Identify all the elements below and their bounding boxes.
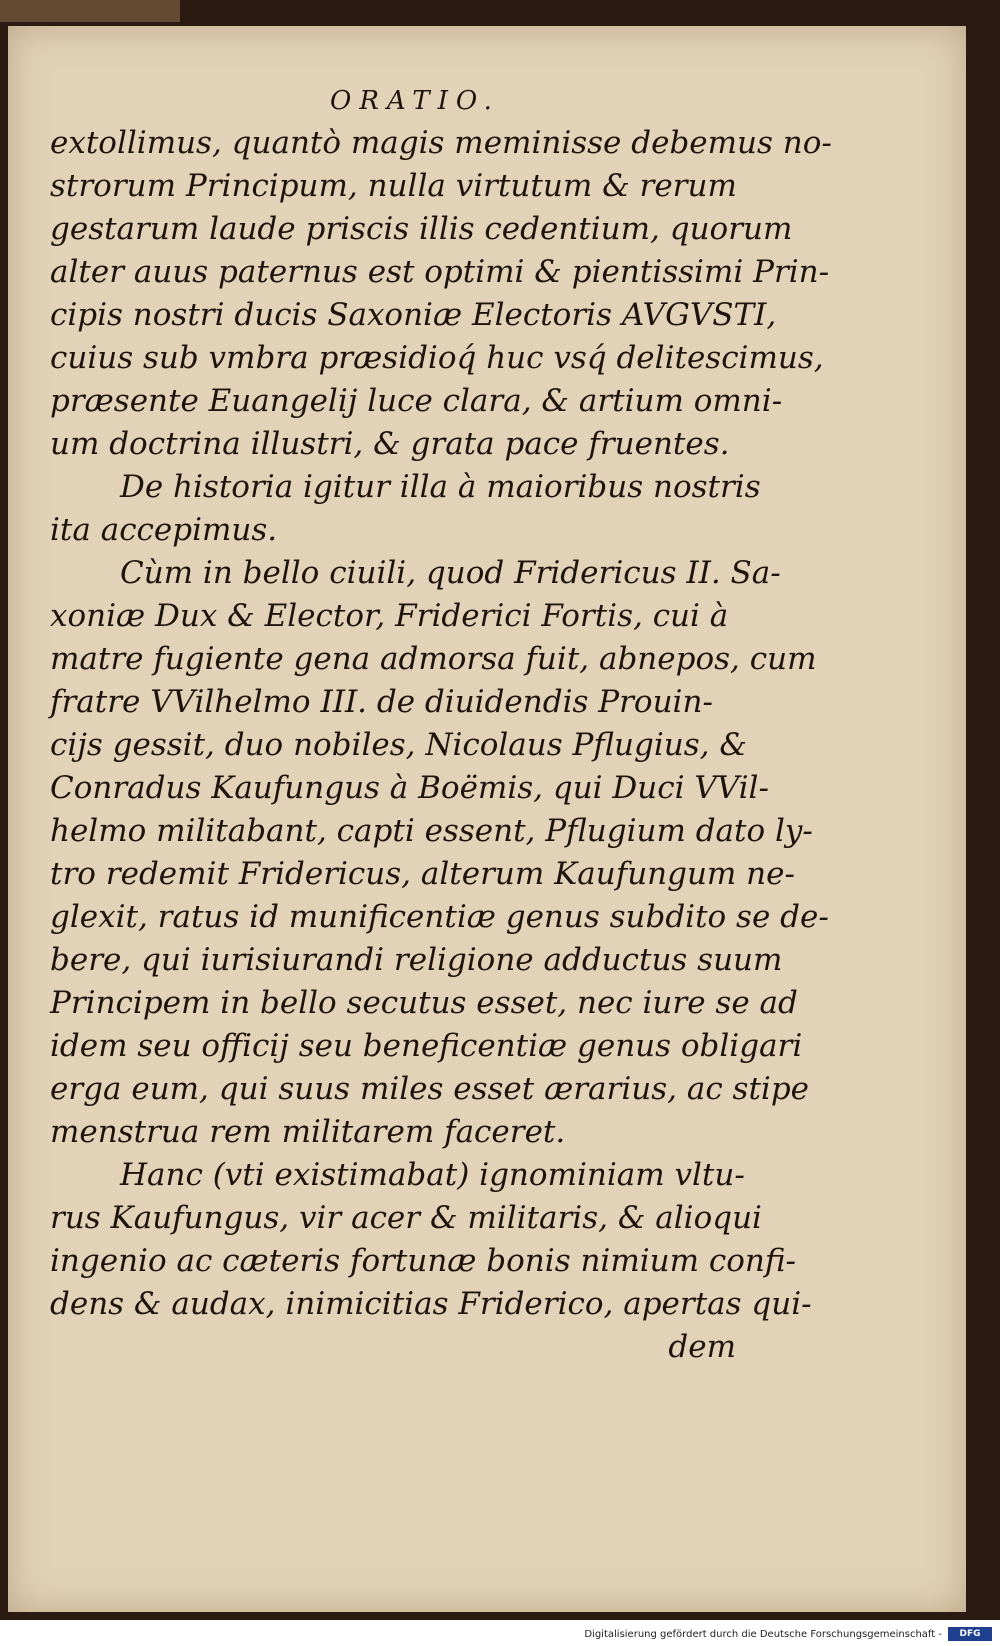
catchword: dem bbox=[668, 1329, 736, 1365]
text-line: idem seu officij seu beneficentiæ genus obligari bbox=[50, 1028, 803, 1064]
running-head: ORATIO. bbox=[330, 86, 500, 116]
text-line: præsente Euangelij luce clara, & artium omni- bbox=[50, 383, 783, 419]
text-line: Hanc (vti existimabat) ignominiam vltu- bbox=[120, 1157, 745, 1193]
text-line: cipis nostri ducis Saxoniæ Electoris AVGVSTI, bbox=[50, 297, 777, 333]
text-line: gestarum laude priscis illis cedentium, quorum bbox=[50, 211, 793, 247]
text-line: strorum Principum, nulla virtutum & rerum bbox=[50, 168, 737, 204]
book-page bbox=[8, 26, 966, 1612]
text-line: De historia igitur illa à maioribus nostris bbox=[120, 469, 761, 505]
text-line: bere, qui iurisiurandi religione adductus suum bbox=[50, 942, 783, 978]
text-line: um doctrina illustri, & grata pace fruentes. bbox=[50, 426, 730, 462]
text-line: cuius sub vmbra præsidioq́ huc vsq́ delitescimus, bbox=[50, 340, 824, 376]
page-text-block bbox=[50, 86, 832, 1369]
text-line: erga eum, qui suus miles esset ærarius, ac stipe bbox=[50, 1071, 810, 1107]
text-line: Conradus Kaufungus à Boëmis, qui Duci VVil- bbox=[50, 770, 769, 806]
text-line: Principem in bello secutus esset, nec iure se ad bbox=[50, 985, 798, 1021]
text-line: Cùm in bello ciuili, quod Fridericus II. Sa- bbox=[120, 555, 781, 591]
text-line: ingenio ac cæteris fortunæ bonis nimium confi- bbox=[50, 1243, 796, 1279]
adjacent-page-edge bbox=[0, 0, 180, 22]
dfg-logo: DFG bbox=[948, 1627, 992, 1641]
body-text bbox=[50, 122, 832, 1326]
text-line: rus Kaufungus, vir acer & militaris, & alioqui bbox=[50, 1200, 762, 1236]
text-line: glexit, ratus id munificentiæ genus subdito se de- bbox=[50, 899, 829, 935]
text-line: tro redemit Fridericus, alterum Kaufungum ne- bbox=[50, 856, 795, 892]
text-line: xoniæ Dux & Elector, Friderici Fortis, cui à bbox=[50, 598, 729, 634]
text-line: matre fugiente gena admorsa fuit, abnepos, cum bbox=[50, 641, 817, 677]
text-line: menstrua rem militarem faceret. bbox=[50, 1114, 566, 1150]
text-line: dens & audax, inimicitias Friderico, apertas qui- bbox=[50, 1286, 812, 1322]
text-line: ita accepimus. bbox=[50, 512, 278, 548]
footer-bar bbox=[0, 1622, 1000, 1646]
text-line: extollimus, quantò magis meminisse debemus no- bbox=[50, 125, 832, 161]
text-line: helmo militabant, capti essent, Pflugium dato ly- bbox=[50, 813, 813, 849]
text-line: fratre VVilhelmo III. de diuidendis Prouin- bbox=[50, 684, 713, 720]
text-line: alter auus paternus est optimi & pientissimi Prin- bbox=[50, 254, 830, 290]
text-line: cijs gessit, duo nobiles, Nicolaus Pflugius, & bbox=[50, 727, 747, 763]
funding-credit: Digitalisierung gefördert durch die Deutsche Forschungsgemeinschaft - bbox=[584, 1629, 942, 1640]
